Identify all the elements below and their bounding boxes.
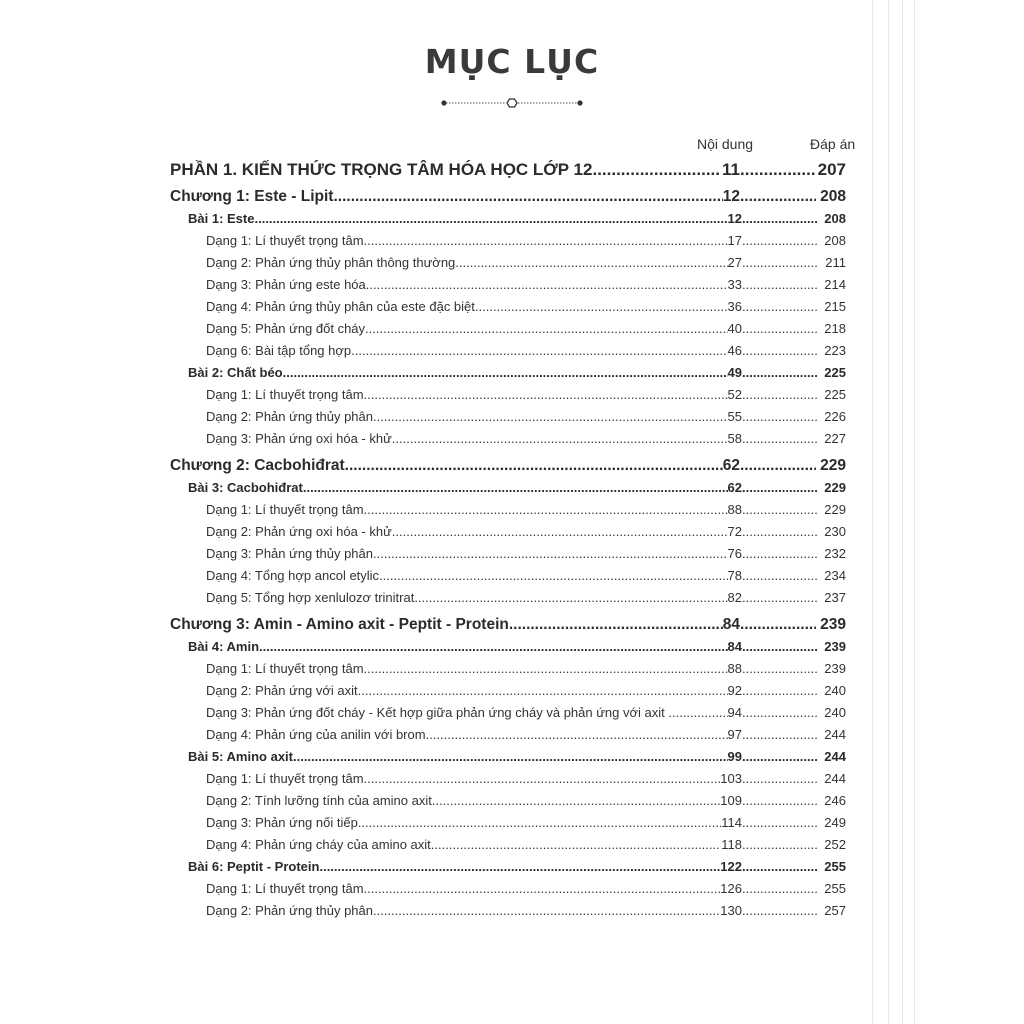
- toc-item-row: [170, 252, 846, 274]
- toc-item-row: [170, 680, 846, 702]
- toc-content-page: 58: [727, 431, 742, 446]
- dot-leader: [742, 499, 818, 521]
- page-edge-line: [914, 0, 915, 1024]
- toc-content-page: 27: [727, 255, 742, 270]
- dot-leader: [742, 746, 818, 768]
- toc-content-page: 49: [727, 365, 742, 380]
- dot-leader: [742, 362, 818, 384]
- toc-answer-page: 208: [824, 211, 846, 226]
- dot-leader: [373, 406, 728, 428]
- toc-entry-label: Dạng 1: Lí thuyết trọng tâm: [206, 233, 364, 248]
- toc-content-page: 72: [727, 524, 742, 539]
- dot-leader: [455, 252, 727, 274]
- toc-answer-page: 214: [824, 277, 846, 292]
- dot-leader: [742, 384, 818, 406]
- dot-leader: [351, 340, 727, 362]
- toc-answer-page: 208: [824, 233, 846, 248]
- dot-leader: [364, 768, 721, 790]
- dot-leader: [364, 384, 728, 406]
- toc-entry-label: PHẦN 1. KIẾN THỨC TRỌNG TÂM HÓA HỌC LỚP 12: [170, 160, 593, 179]
- toc-entry-label: Dạng 3: Phản ứng thủy phân: [206, 546, 373, 561]
- dot-leader: [426, 724, 728, 746]
- toc-item-row: [170, 768, 846, 790]
- toc-lesson-row: [170, 856, 846, 878]
- dot-leader: [365, 318, 727, 340]
- toc-answer-page: 229: [824, 502, 846, 517]
- toc-answer-page: 240: [824, 683, 846, 698]
- toc-item-row: [170, 543, 846, 565]
- toc-entry-label: Dạng 4: Phản ứng cháy của amino axit: [206, 837, 431, 852]
- toc-item-row: [170, 428, 846, 450]
- toc-content-page: 82: [727, 590, 742, 605]
- toc-content-page: 88: [727, 502, 742, 517]
- toc-entry-label: Dạng 3: Phản ứng nối tiếp: [206, 815, 358, 830]
- toc-answer-page: 225: [824, 365, 846, 380]
- toc-chapter-row: [170, 454, 846, 477]
- dot-leader: [742, 768, 818, 790]
- toc-entry-label: Bài 6: Peptit - Protein.: [188, 859, 324, 874]
- dot-leader: [323, 856, 720, 878]
- toc-entry-label: Bài 5: Amino axit: [188, 749, 293, 764]
- toc-answer-page: 208: [820, 188, 846, 205]
- dot-leader: [364, 230, 728, 252]
- toc-answer-page: 226: [824, 409, 846, 424]
- toc-answer-page: 215: [824, 299, 846, 314]
- toc-content-page: 46: [727, 343, 742, 358]
- dot-leader: [392, 428, 728, 450]
- toc-item-row: [170, 702, 846, 724]
- toc-entry-label: Chương 2: Cacbohiđrat: [170, 457, 345, 474]
- toc-lesson-row: [170, 636, 846, 658]
- toc-item-row: [170, 230, 846, 252]
- toc-item-row: [170, 406, 846, 428]
- table-of-contents: [170, 155, 846, 922]
- toc-entry-label: Bài 2: Chất béo: [188, 365, 283, 380]
- dot-leader: [740, 155, 816, 185]
- toc-item-row: [170, 587, 846, 609]
- toc-answer-page: 239: [824, 639, 846, 654]
- dot-leader: [742, 252, 818, 274]
- dot-leader: [742, 636, 818, 658]
- dot-leader: [742, 340, 818, 362]
- dot-leader: [742, 724, 818, 746]
- toc-entry-label: Dạng 4: Tổng hợp ancol etylic: [206, 568, 380, 583]
- dot-leader: [364, 499, 728, 521]
- dot-leader: [333, 185, 722, 208]
- dot-leader: [306, 477, 727, 499]
- toc-item-row: [170, 296, 846, 318]
- toc-answer-page: 249: [824, 815, 846, 830]
- dot-leader: [392, 521, 728, 543]
- toc-answer-page: 252: [824, 837, 846, 852]
- page-edge-line: [888, 0, 889, 1024]
- dot-leader: [364, 878, 721, 900]
- dot-leader: [373, 543, 728, 565]
- toc-entry-label: Dạng 5: Tổng hợp xenlulozơ trinitrat: [206, 590, 415, 605]
- dot-leader: [742, 680, 818, 702]
- toc-content-page: 78: [727, 568, 742, 583]
- dot-leader: [742, 790, 818, 812]
- dot-leader: [742, 406, 818, 428]
- dot-leader: [509, 613, 723, 636]
- toc-entry-label: Dạng 2: Phản ứng thủy phân: [206, 409, 373, 424]
- page-title: MỤC LỤC: [424, 42, 600, 81]
- toc-answer-page: 211: [825, 255, 846, 270]
- dot-leader: [742, 812, 818, 834]
- dot-leader: [345, 454, 723, 477]
- toc-content-page: 12: [727, 211, 742, 226]
- dot-leader: [742, 318, 818, 340]
- toc-answer-page: 255: [824, 881, 846, 896]
- toc-content-page: 36: [727, 299, 742, 314]
- dot-leader: [742, 428, 818, 450]
- toc-lesson-row: [170, 208, 846, 230]
- dot-leader: [414, 587, 727, 609]
- toc-answer-page: 218: [824, 321, 846, 336]
- toc-entry-label: Dạng 3: Phản ứng đốt cháy - Kết hợp giữa phản ứng cháy và phản ứng với axit ..: [206, 705, 676, 720]
- toc-content-page: 62: [722, 457, 740, 474]
- toc-content-page: 52: [727, 387, 742, 402]
- toc-entry-label: Dạng 3: Phản ứng oxi hóa - khử: [206, 431, 392, 446]
- toc-answer-page: 234: [824, 568, 846, 583]
- dot-leader: [742, 900, 818, 922]
- page-edge-line: [902, 0, 903, 1024]
- toc-content-page: 84: [722, 616, 740, 633]
- dot-leader: [364, 658, 728, 680]
- toc-answer-page: 207: [817, 160, 846, 179]
- dot-leader: [740, 185, 816, 208]
- dot-leader: [742, 565, 818, 587]
- dot-leader: [740, 613, 816, 636]
- toc-content-page: 97: [727, 727, 742, 742]
- toc-answer-page: 255: [824, 859, 846, 874]
- toc-answer-page: 244: [824, 771, 846, 786]
- toc-lesson-row: [170, 746, 846, 768]
- toc-answer-page: 239: [824, 661, 846, 676]
- toc-entry-label: Chương 1: Este - Lipit: [170, 188, 334, 205]
- dot-leader: [742, 658, 818, 680]
- toc-entry-label: Dạng 6: Bài tập tổng hợp: [206, 343, 352, 358]
- toc-answer-page: 225: [824, 387, 846, 402]
- toc-answer-page: 240: [824, 705, 846, 720]
- toc-content-page: 84: [727, 639, 742, 654]
- toc-entry-label: Dạng 1: Lí thuyết trọng tâm: [206, 881, 364, 896]
- column-header-answer: Đáp án: [810, 136, 856, 152]
- toc-entry-label: Bài 1: Este: [188, 211, 255, 226]
- dot-leader: [358, 680, 728, 702]
- toc-entry-label: Dạng 2: Phản ứng thủy phân: [206, 903, 373, 918]
- toc-entry-label: Dạng 2: Phản ứng oxi hóa - khử: [206, 524, 392, 539]
- toc-answer-page: 246: [824, 793, 846, 808]
- toc-answer-page: 237: [824, 590, 846, 605]
- toc-entry-label: Dạng 2: Phản ứng với axit: [206, 683, 358, 698]
- dot-leader: [293, 746, 728, 768]
- toc-answer-page: 227: [824, 431, 846, 446]
- toc-entry-label: Dạng 1: Lí thuyết trọng tâm: [206, 771, 364, 786]
- toc-content-page: 114: [721, 815, 742, 830]
- toc-item-row: [170, 900, 846, 922]
- toc-item-row: [170, 658, 846, 680]
- dot-leader: [254, 208, 727, 230]
- toc-chapter-row: [170, 185, 846, 208]
- dot-leader: [742, 834, 818, 856]
- toc-item-row: [170, 878, 846, 900]
- toc-entry-label: Dạng 1: Lí thuyết trọng tâm: [206, 661, 364, 676]
- dot-leader: [592, 155, 720, 185]
- toc-content-page: 94: [727, 705, 742, 720]
- toc-chapter-row: [170, 613, 846, 636]
- toc-answer-page: 229: [820, 457, 846, 474]
- toc-answer-page: 257: [824, 903, 846, 918]
- toc-entry-label: Dạng 3: Phản ứng este hóa: [206, 277, 366, 292]
- toc-item-row: [170, 812, 846, 834]
- dot-leader: [742, 521, 818, 543]
- toc-item-row: [170, 274, 846, 296]
- toc-answer-page: 244: [824, 727, 846, 742]
- toc-lesson-row: [170, 362, 846, 384]
- dot-leader: [432, 790, 720, 812]
- dot-leader: [742, 543, 818, 565]
- toc-content-page: 17: [727, 233, 742, 248]
- page-edge-line: [872, 0, 873, 1024]
- toc-answer-page: 239: [820, 616, 846, 633]
- toc-content-page: 92: [727, 683, 742, 698]
- dot-leader: [266, 636, 727, 658]
- toc-content-page: 126: [720, 881, 742, 896]
- toc-part-row: [170, 155, 846, 185]
- toc-entry-label: Bài 4: Amin..: [188, 639, 267, 654]
- dot-leader: [742, 230, 818, 252]
- toc-entry-label: Dạng 1: Lí thuyết trọng tâm: [206, 387, 364, 402]
- toc-item-row: [170, 499, 846, 521]
- dot-leader: [742, 208, 818, 230]
- dot-leader: [676, 702, 728, 724]
- toc-content-page: 118: [721, 837, 742, 852]
- toc-content-page: 76: [727, 546, 742, 561]
- toc-answer-page: 230: [824, 524, 846, 539]
- column-header-content: Nội dung: [697, 136, 754, 152]
- toc-item-row: [170, 724, 846, 746]
- dot-leader: [742, 702, 818, 724]
- toc-item-row: [170, 521, 846, 543]
- dot-leader: [366, 274, 728, 296]
- toc-content-page: 33: [727, 277, 742, 292]
- dot-leader: [379, 565, 727, 587]
- toc-entry-label: Dạng 1: Lí thuyết trọng tâm: [206, 502, 364, 517]
- toc-entry-label: Dạng 2: Phản ứng thủy phân thông thường: [206, 255, 456, 270]
- toc-lesson-row: [170, 477, 846, 499]
- dot-leader: [742, 878, 818, 900]
- dot-leader: [742, 587, 818, 609]
- toc-content-page: 11: [722, 160, 740, 179]
- dot-leader: [283, 362, 728, 384]
- dot-leader: [431, 834, 721, 856]
- toc-answer-page: 229: [824, 480, 846, 495]
- toc-content-page: 62: [727, 480, 742, 495]
- toc-entry-label: Bài 3: Cacbohiđrat.: [188, 480, 307, 495]
- toc-content-page: 40: [727, 321, 742, 336]
- dot-leader: [742, 856, 818, 878]
- toc-content-page: 55: [727, 409, 742, 424]
- dot-leader: [740, 454, 816, 477]
- dot-leader: [358, 812, 721, 834]
- toc-content-page: 130: [720, 903, 742, 918]
- toc-item-row: [170, 565, 846, 587]
- toc-content-page: 99: [727, 749, 742, 764]
- toc-entry-label: Chương 3: Amin - Amino axit - Peptit - Protein: [170, 616, 509, 633]
- toc-item-row: [170, 318, 846, 340]
- toc-item-row: [170, 384, 846, 406]
- toc-item-row: [170, 790, 846, 812]
- dot-leader: [475, 296, 728, 318]
- toc-content-page: 88: [727, 661, 742, 676]
- dot-leader: [373, 900, 720, 922]
- title-divider-ornament: [440, 96, 584, 110]
- toc-content-page: 122: [720, 859, 742, 874]
- toc-entry-label: Dạng 4: Phản ứng của anilin với brom: [206, 727, 426, 742]
- dot-leader: [742, 274, 818, 296]
- toc-answer-page: 223: [824, 343, 846, 358]
- toc-content-page: 103: [720, 771, 742, 786]
- toc-entry-label: Dạng 2: Tính lưỡng tính của amino axit: [206, 793, 432, 808]
- toc-entry-label: Dạng 5: Phản ứng đốt cháy: [206, 321, 366, 336]
- toc-item-row: [170, 834, 846, 856]
- toc-content-page: 109: [720, 793, 742, 808]
- dot-leader: [742, 296, 818, 318]
- dot-leader: [742, 477, 818, 499]
- toc-answer-page: 244: [824, 749, 846, 764]
- toc-answer-page: 232: [824, 546, 846, 561]
- toc-item-row: [170, 340, 846, 362]
- toc-entry-label: Dạng 4: Phản ứng thủy phân của este đặc biệt: [206, 299, 475, 314]
- toc-content-page: 12: [722, 188, 740, 205]
